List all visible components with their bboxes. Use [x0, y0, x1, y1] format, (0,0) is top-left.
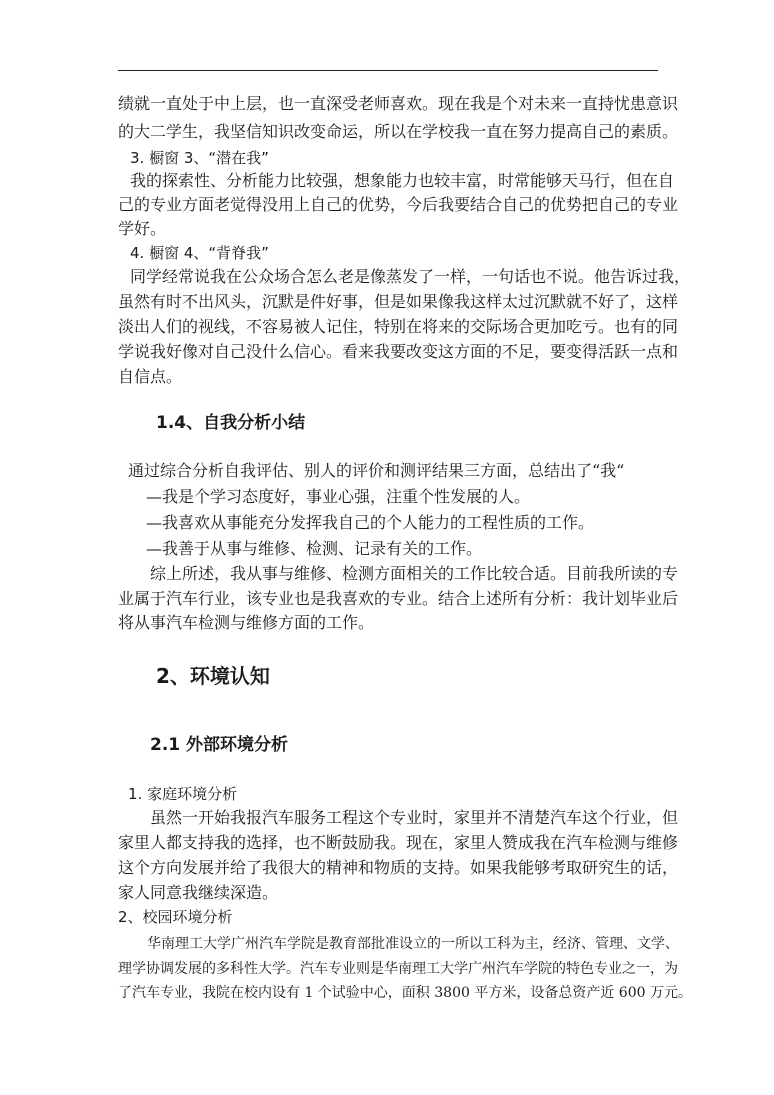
paragraph-line: 我的探索性、分析能力比较强，想象能力也较丰富，时常能够天马行，但在自: [130, 171, 675, 190]
window3-heading: 3. 橱窗 3、“潜在我”: [130, 149, 269, 167]
paragraph-line: 华南理工大学广州汽车学院是教育部批准设立的一所以工科为主，经济、管理、文学、: [147, 936, 679, 952]
campus-env-heading: 2、校园环境分析: [118, 908, 233, 926]
list-item: —我喜欢从事能充分发挥我自己的个人能力的工程性质的工作。: [146, 513, 595, 532]
paragraph-line: 业属于汽车行业，该专业也是我喜欢的专业。结合上述所有分析：我计划毕业后: [118, 589, 679, 608]
paragraph-line: 虽然有时不出风头，沉默是件好事，但是如果像我这样太过沉默就不好了，这样: [118, 292, 679, 311]
window4-heading: 4. 橱窗 4、“背脊我”: [130, 244, 269, 262]
paragraph-line: 这个方向发展并给了我很大的精神和物质的支持。如果我能够考取研究生的话，: [118, 858, 679, 877]
paragraph-line: 综上所述，我从事与维修、检测方面相关的工作比较合适。目前我所读的专: [150, 564, 679, 583]
section-heading-1-4: 1.4、自我分析小结: [156, 413, 306, 433]
paragraph-line: 了汽车专业，我院在校内设有 1 个试验中心，面积 3800 平方米，设备总资产近 600 万元。: [118, 985, 692, 1001]
paragraph-line: 学说我好像对自己没什么信心。看来我要改变这方面的不足，要变得活跃一点和: [118, 342, 679, 361]
paragraph-line: 家人同意我继续深造。: [118, 883, 279, 902]
paragraph-line: 家里人都支持我的选择，也不断鼓励我。现在，家里人赞成我在汽车检测与维修: [118, 833, 679, 852]
paragraph-line: 同学经常说我在公众场合怎么老是像蒸发了一样，一句话也不说。他告诉过我，: [130, 267, 691, 286]
paragraph-line: 学好。: [118, 219, 167, 238]
paragraph-line: 通过综合分析自我评估、别人的评价和测评结果三方面，总结出了“我“: [128, 461, 625, 480]
header-rule: [118, 70, 658, 71]
family-env-heading: 1. 家庭环境分析: [128, 785, 238, 803]
paragraph-line: 绩就一直处于中上层，也一直深受老师喜欢。现在我是个对未来一直持忧患意识: [118, 94, 679, 113]
list-item: —我善于从事与维修、检测、记录有关的工作。: [146, 539, 483, 558]
paragraph-line: 的大二学生，我坚信知识改变命运，所以在学校我一直在努力提高自己的素质。: [118, 122, 679, 141]
chapter-heading-2: 2、环境认知: [156, 664, 270, 688]
paragraph-line: 理学协调发展的多科性大学。汽车专业则是华南理工大学广州汽车学院的特色专业之一，为: [118, 961, 678, 977]
paragraph-line: 将从事汽车检测与维修方面的工作。: [118, 613, 375, 632]
list-item: —我是个学习态度好，事业心强，注重个性发展的人。: [146, 487, 531, 506]
paragraph-line: 虽然一开始我报汽车服务工程这个专业时，家里并不清楚汽车这个行业，但: [150, 808, 679, 827]
paragraph-line: 自信点。: [118, 367, 183, 386]
paragraph-line: 淡出人们的视线，不容易被人记住，特别在将来的交际场合更加吃亏。也有的同: [118, 317, 679, 336]
section-heading-2-1: 2.1 外部环境分析: [150, 735, 289, 755]
paragraph-line: 己的专业方面老觉得没用上自己的优势，今后我要结合自己的优势把自己的专业: [118, 195, 679, 214]
